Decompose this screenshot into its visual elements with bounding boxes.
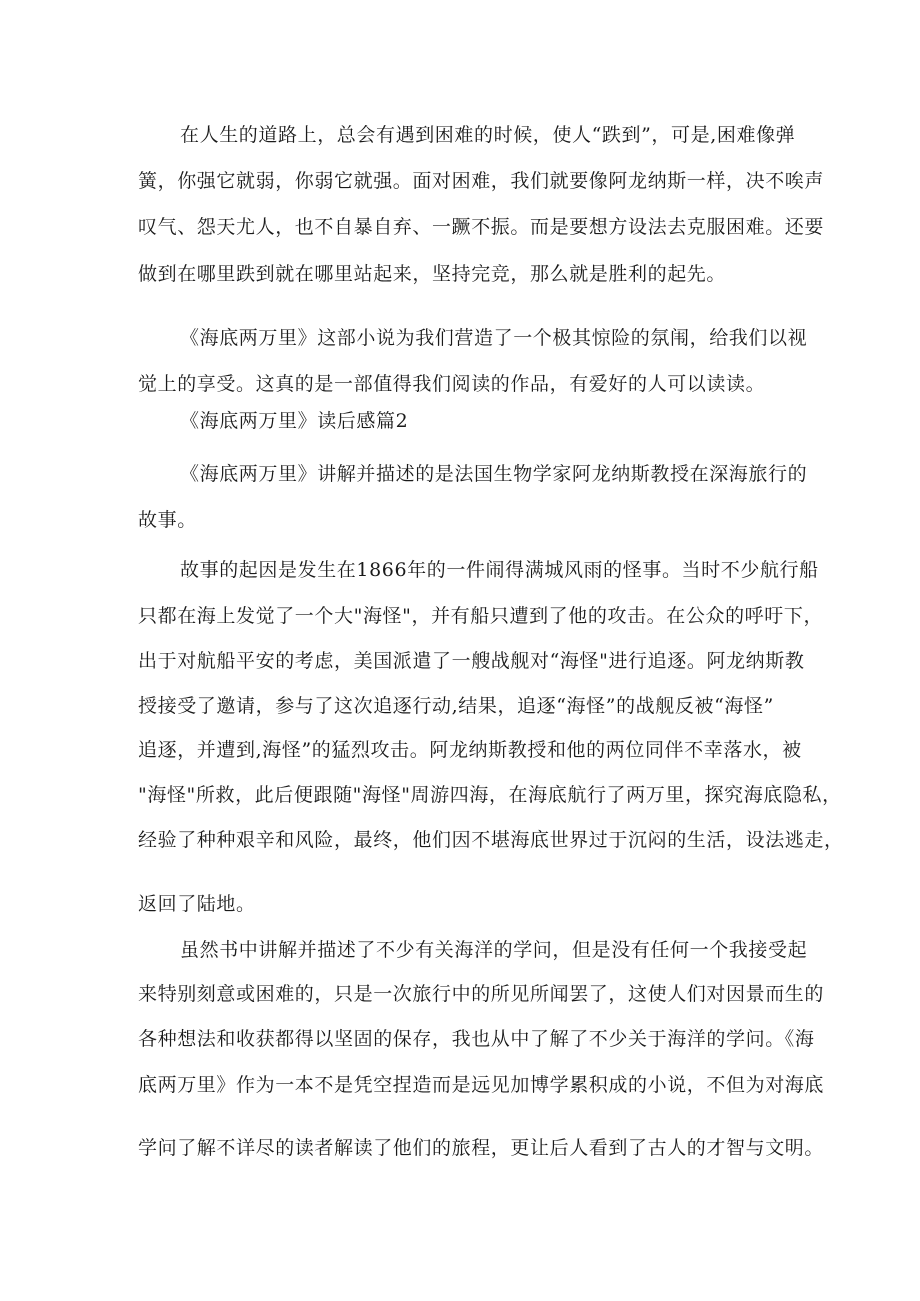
paragraph-line: 做到在哪里跌到就在哪里站起来，坚持完竞，那么就是胜利的起先。 — [138, 263, 727, 285]
paragraph-line: 故事的起因是发生在1866年的一件闹得满城风雨的怪事。当时不少航行船 — [180, 559, 819, 581]
paragraph-line: 叹气、怨天尤人，也不自暴自弃、一蹶不振。而是要想方设法去克服困难。还要 — [138, 216, 825, 238]
paragraph-line: 故事。 — [138, 509, 197, 531]
paragraph-line: 追逐，并遭到,海怪”的猛烈攻击。阿龙纳斯教授和他的两位同伴不幸落水，被 — [138, 739, 802, 761]
paragraph-line: 《海底两万里》讲解并描述的是法国生物学家阿龙纳斯教授在深海旅行的 — [180, 463, 808, 485]
paragraph-line: 簧，你强它就弱，你弱它就强。面对困难，我们就要像阿龙纳斯一样，决不唉声 — [138, 170, 825, 192]
paragraph-line: 只都在海上发觉了一个大"海怪"，并有船只遭到了他的攻击。在公众的呼吁下， — [138, 605, 824, 627]
paragraph-line: 返回了陆地。 — [138, 893, 256, 915]
paragraph-line: 觉上的享受。这真的是一部值得我们阅读的作品，有爱好的人可以读读。 — [138, 373, 766, 395]
paragraph-line: 各种想法和收获都得以坚固的保存，我也从中了解了不少关于海洋的学问。《海 — [138, 1028, 815, 1050]
paragraph-line: 来特别刻意或困难的，只是一次旅行中的所见所闻罢了，这使人们对因景而生的 — [138, 983, 825, 1005]
paragraph-line: 底两万里》作为一本不是凭空捏造而是远见加博学累积成的小说，不但为对海底 — [138, 1074, 825, 1096]
paragraph-line: "海怪"所救，此后便跟随"海怪"周游四海，在海底航行了两万里，探究海底隐私， — [138, 784, 842, 806]
paragraph-line: 出于对航船平安的考虑，美国派遣了一艘战舰对“海怪"进行追逐。阿龙纳斯教 — [138, 650, 805, 672]
paragraph-line: 《海底两万里》这部小说为我们营造了一个极其惊险的氛闱，给我们以视 — [180, 327, 808, 349]
paragraph-line: 在人生的道路上，总会有遇到困难的时候，使人“跌到”，可是,困难像弹 — [180, 124, 796, 146]
paragraph-line: 授接受了邀请，参与了这次追逐行动,结果，追逐“海怪”的战舰反被“海怪” — [138, 695, 774, 717]
paragraph-line: 虽然书中讲解并描述了不少有关海洋的学问，但是没有任何一个我接受起 — [180, 939, 808, 961]
paragraph-line: 学问了解不详尽的读者解读了他们的旅程，更让后人看到了古人的才智与文明。 — [138, 1137, 825, 1159]
section-title: 《海底两万里》读后感篇2 — [180, 410, 409, 432]
paragraph-line: 经验了种种艰辛和风险，最终，他们因不堪海底世界过于沉闷的生活，设法逃走， — [138, 829, 844, 851]
